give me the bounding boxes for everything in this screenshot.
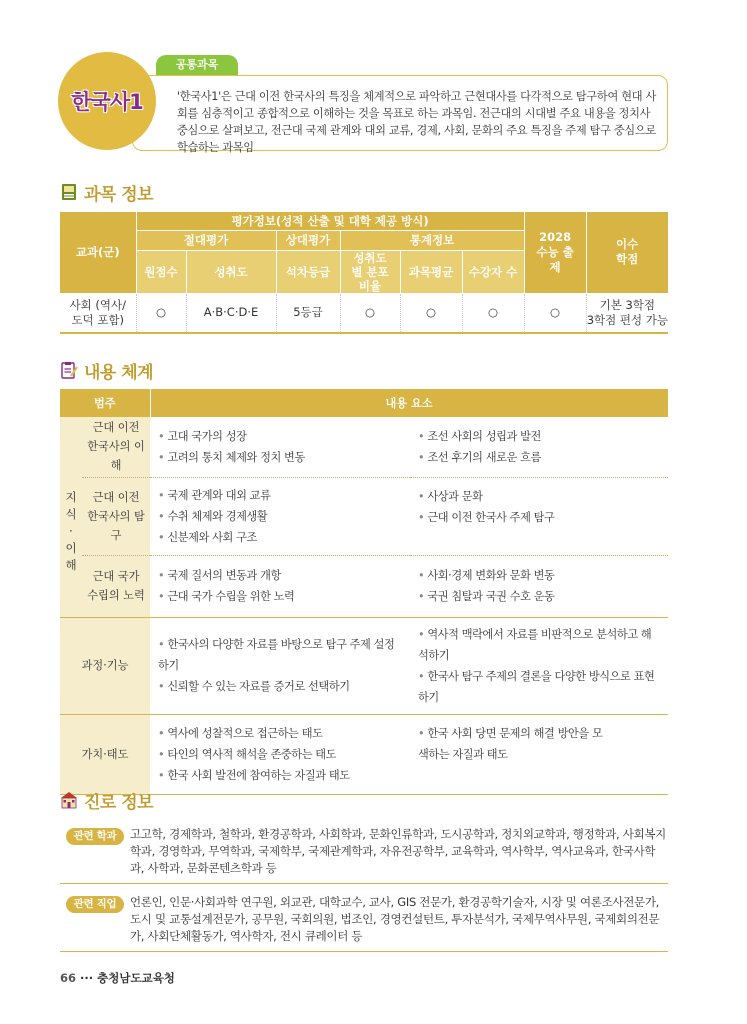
section-title: 진로 정보 (84, 792, 154, 813)
element-item: • 타인의 역사적 해석을 존중하는 태도 (158, 744, 402, 765)
th-statistics: 통계정보 (340, 230, 524, 250)
element-item: • 사회·경제 변화와 문화 변동 (418, 565, 660, 586)
td-subject-avg: ○ (400, 293, 462, 333)
td-subject-group: 사회 (역사/도덕 포함) (60, 293, 136, 333)
subject-info-table (60, 212, 669, 334)
td-num-students: ○ (462, 293, 524, 333)
th-relative: 상대평가 (276, 230, 340, 250)
element-item: • 한국 사회 발전에 참여하는 자질과 태도 (158, 765, 402, 786)
category-line: 수립의 노력 (87, 589, 145, 602)
elements-left (150, 714, 410, 794)
th-absolute: 절대평가 (136, 230, 276, 250)
category-line: 근대 이전 (92, 421, 140, 435)
subject-title: 한국사1 (71, 90, 143, 114)
related-job-text: 언론인, 인문·사회과학 연구원, 외교관, 대학교수, 교사, GIS 전문가, 환경공학기술자, 시장 및 여론조사전문가, 도시 및 교통설계전문가, 공무원, 국회의원, 법조인, 경영컨설턴트, 투자분석가, 국제무역사무원, 국제회의전문가, 사회단체활동가, 역사학자, 전시 큐레이터 등 (130, 895, 660, 943)
element-item: • 한국 사회 당면 문제의 해결 방안을 모색하는 자질과 태도 (418, 723, 660, 765)
th-num-students: 수강자 수 (462, 250, 524, 293)
element-item: • 국제 관계와 대외 교류 (158, 485, 402, 506)
category-line: 근대 국가 (92, 570, 140, 583)
element-item: • 고대 국가의 성장 (158, 426, 402, 447)
subject-header (0, 0, 747, 170)
related-dept-row (60, 822, 668, 884)
subject-badge (58, 52, 156, 150)
element-item: • 한국사 탐구 주제의 결론을 다양한 방식으로 표현하기 (418, 666, 660, 708)
subject-description: '한국사1'은 근대 이전 한국사의 특징을 체계적으로 파악하고 근현대사를 다각적으로 탐구하여 현대 사회를 심층적이고 종합적으로 이해하는 것을 목표로 하는 과목임. 전근대의 시대별 주요 내용을 정치사 중심으로 살펴보고, 전근대 국제 관계와 대외 교류, 경제, 사회, 문화의 주요 특징을 주제 탐구 중심으로 학습하는 과목임 (177, 90, 656, 154)
elements-right (410, 714, 668, 794)
elements-right (410, 477, 668, 555)
content-system-heading (60, 358, 153, 382)
th-rank-grade: 석차등급 (276, 250, 340, 293)
th-subject-avg: 과목평균 (400, 250, 462, 293)
element-item: • 근대 국가 수립을 위한 노력 (158, 586, 402, 607)
credits-line2: 3학점 편성 가능 (586, 312, 668, 327)
book-icon (60, 183, 78, 201)
th-category: 범주 (60, 389, 150, 417)
clipboard-icon (60, 361, 78, 379)
element-item: • 역사에 성찰적으로 접근하는 태도 (158, 723, 402, 744)
element-item: • 수취 체제와 경제생활 (158, 506, 402, 527)
element-item: • 역사적 맥락에서 자료를 비판적으로 분석하고 해석하기 (418, 624, 660, 666)
category-premodern-inquiry (82, 477, 150, 555)
category-premodern-understanding (82, 417, 150, 477)
category-process-skills: 과정·기능 (60, 617, 150, 714)
th-achievement-dist: 성취도별 분포비율 (340, 250, 400, 293)
related-dept-badge: 관련 학과 (66, 828, 124, 845)
page-number: 66 (60, 971, 77, 985)
category-modern-state (82, 555, 150, 617)
subject-info-heading (60, 180, 153, 204)
td-csat: ○ (524, 293, 586, 333)
knowledge-category (60, 417, 82, 617)
elements-right (410, 417, 668, 477)
th-subject-group: 교과(군) (60, 212, 136, 293)
element-item: • 한국사의 다양한 자료를 바탕으로 탐구 주제 설정하기 (158, 634, 402, 676)
th-raw-score: 원점수 (136, 250, 186, 293)
career-info-heading (60, 788, 153, 812)
page-footer (60, 970, 175, 986)
th-csat: 2028 수능 출제 (524, 212, 586, 293)
description-box (132, 75, 668, 154)
section-title: 내용 체계 (84, 362, 154, 383)
element-item: • 국권 침탈과 국권 수호 운동 (418, 586, 660, 607)
category-line: 근대 이전 (92, 490, 140, 504)
elements-right (410, 617, 668, 714)
element-item: • 국제 질서의 변동과 개항 (158, 565, 402, 586)
category-line: 한국사의 이해 (87, 440, 145, 473)
footer-separator: ··· (80, 971, 94, 985)
th-evaluation: 평가정보(성적 산출 및 대학 제공 방식) (136, 212, 524, 230)
th-achievement: 성취도 (186, 250, 276, 293)
td-raw-score: ○ (136, 293, 186, 333)
related-dept-text: 고고학, 경제학과, 철학과, 환경공학과, 사회학과, 문화인류학과, 도시공학과, 정치외교학과, 행정학과, 사회복지학과, 경영학과, 무역학과, 국제학부, 국제관계학과, 자유전공학부, 교육학과, 역사학부, 역사교육과, 한국사학과, 사학과, 문화콘텐츠학과 등 (130, 827, 666, 875)
element-item: • 조선 후기의 새로운 흐름 (418, 447, 660, 468)
elements-right (410, 555, 668, 617)
element-item: • 고려의 통치 체제와 정치 변동 (158, 447, 402, 468)
td-rank-grade: 5등급 (276, 293, 340, 333)
element-item: • 신뢰할 수 있는 자료를 증거로 선택하기 (158, 676, 402, 697)
career-info (60, 822, 668, 952)
category-values-attitudes: 가치·태도 (60, 714, 150, 794)
related-job-badge: 관련 직업 (66, 896, 124, 913)
element-item: • 조선 사회의 성립과 발전 (418, 426, 660, 447)
th-credits: 이수 학점 (586, 212, 668, 293)
td-credits (586, 293, 668, 333)
element-item: • 신분제와 사회 구조 (158, 527, 402, 548)
th-elements: 내용 요소 (150, 389, 668, 417)
category-line: 한국사의 탐구 (87, 509, 145, 542)
element-item: • 근대 이전 한국사 주제 탐구 (418, 507, 660, 528)
publisher: 충청남도교육청 (97, 971, 175, 985)
knowledge-label: 지 식 · 이 해 (65, 490, 77, 573)
elements-left (150, 555, 410, 617)
elements-left (150, 477, 410, 555)
section-title: 과목 정보 (84, 184, 154, 205)
related-job-row (60, 890, 668, 952)
element-item: • 사상과 문화 (418, 486, 660, 507)
elements-left (150, 617, 410, 714)
content-system-table (60, 389, 669, 795)
category-tab: 공통과목 (156, 55, 238, 75)
td-achievement: A·B·C·D·E (186, 293, 276, 333)
td-achievement-dist: ○ (340, 293, 400, 333)
credits-line1: 기본 3학점 (599, 297, 656, 312)
elements-left (150, 417, 410, 477)
school-icon (60, 791, 78, 809)
